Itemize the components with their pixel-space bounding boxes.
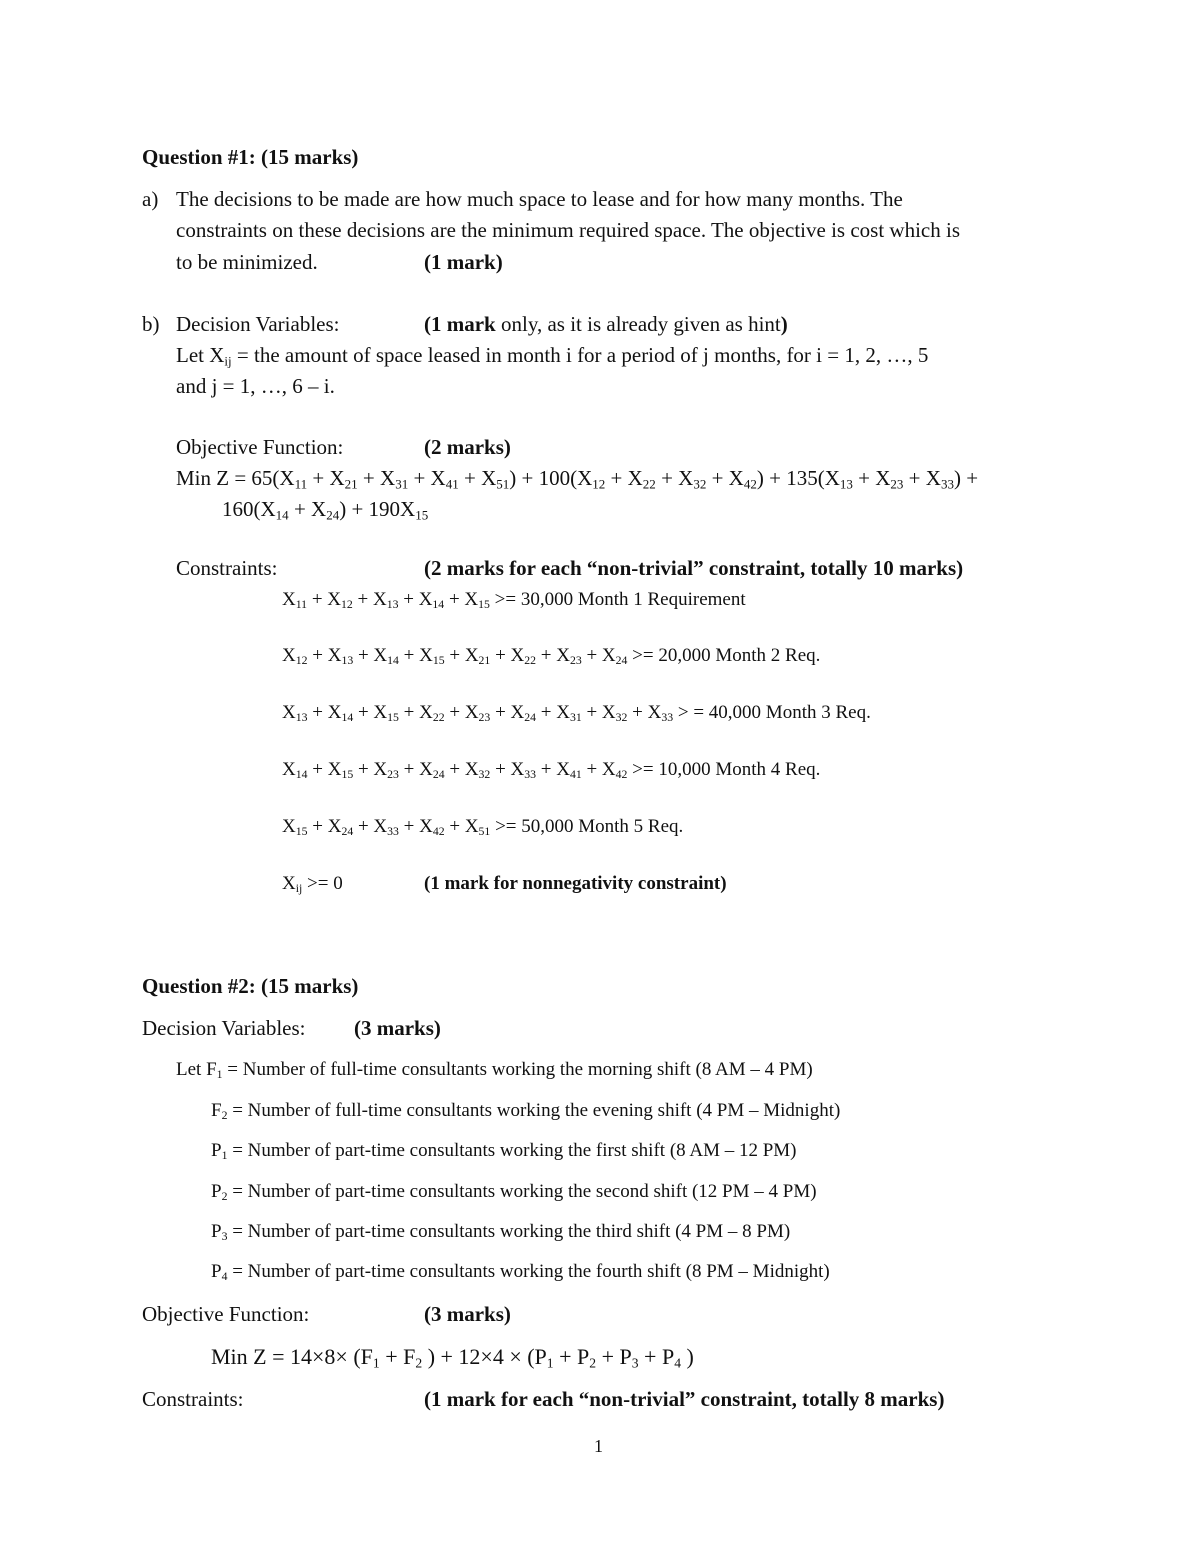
formula-subscript: 11 (295, 597, 308, 611)
formula-text: ) + (953, 466, 979, 490)
formula-text: + X (444, 702, 479, 723)
formula-subscript: 32 (478, 767, 491, 781)
formula-text: + X (353, 645, 388, 666)
formula-subscript: 14 (432, 597, 445, 611)
formula-text: + X (536, 645, 570, 666)
q2-dv-label: Decision Variables: (142, 1016, 306, 1040)
formula-text: ) + 100(X (509, 466, 593, 490)
formula-subscript: 21 (344, 476, 358, 492)
formula-subscript: 15 (295, 824, 308, 838)
formula-text: + X (444, 759, 479, 780)
formula-text: + X (353, 759, 388, 780)
q1b-obj-label: Objective Function: (176, 435, 344, 459)
formula-subscript: 15 (341, 767, 354, 781)
formula-text: + X (627, 702, 662, 723)
q1b-let-line: Let $X_{ij}$ = the amount of space leased in month i for a period of j months, for i = 1, 2, …, 5 (176, 343, 929, 369)
formula-subscript: 31 (569, 710, 582, 724)
formula-text: + X (357, 466, 396, 490)
formula-text: >= 10,000 Month 4 Req. (627, 759, 821, 780)
formula-text: + P (638, 1344, 675, 1369)
formula-subscript: 21 (478, 653, 491, 667)
page-number: 1 (594, 1436, 603, 1456)
formula-subscript: 11 (294, 476, 308, 492)
formula-subscript: 33 (387, 824, 399, 838)
formula-text: + X (490, 759, 525, 780)
formula-subscript: 13 (839, 476, 853, 492)
formula-text: X (282, 759, 296, 780)
formula-text: + X (408, 466, 446, 490)
formula-subscript: 24 (615, 653, 628, 667)
formula-subscript: 33 (661, 710, 674, 724)
q2-variable-definition: Let $F_1$ = Number of full-time consultants working the morning shift (8 AM – 4 PM) (176, 1059, 813, 1081)
formula-subscript: 22 (432, 710, 445, 724)
formula-text: + X (307, 589, 342, 610)
formula-subscript: 32 (615, 710, 628, 724)
formula-text: + X (444, 589, 479, 610)
formula-text: + X (490, 645, 525, 666)
formula-text: + X (398, 759, 433, 780)
formula-text: > = 40,000 Month 3 Req. (673, 702, 871, 723)
formula-text: >= 30,000 Month 1 Requirement (489, 589, 746, 610)
q2-variable-definition: $P_3$ = Number of part-time consultants working the third shift (4 PM – 8 PM) (211, 1221, 791, 1243)
formula-text: + X (581, 759, 616, 780)
q1b-constraint-month-3 (282, 703, 871, 722)
q2-dv-mark: (3 marks) (354, 1016, 441, 1040)
formula-subscript: 12 (592, 476, 606, 492)
formula-subscript: 1 (372, 1355, 380, 1371)
q2-variable-definition: $P_4$ = Number of part-time consultants working the fourth shift (8 PM – Midnight) (211, 1261, 830, 1283)
formula-text: + X (307, 816, 342, 837)
q1a-mark: (1 mark) (424, 250, 503, 274)
formula-text: + X (353, 702, 388, 723)
q1b-nonnegativity: $X_{ij} >= 0$ (282, 873, 343, 895)
formula-subscript: 12 (341, 597, 353, 611)
q2-variable-definition: $P_1$ = Number of part-time consultants working the first shift (8 AM – 12 PM) (211, 1140, 797, 1162)
formula-text: + X (706, 466, 744, 490)
formula-subscript: 2 (415, 1355, 423, 1371)
formula-subscript: 42 (432, 824, 445, 838)
formula-text: + X (852, 466, 891, 490)
formula-subscript: 22 (524, 653, 537, 667)
formula-text: + X (398, 645, 433, 666)
q1b-constraint-month-2 (282, 646, 820, 665)
formula-text: X (282, 816, 296, 837)
formula-subscript: 33 (524, 767, 537, 781)
formula-text: X (282, 589, 296, 610)
formula-subscript: 33 (940, 476, 954, 492)
formula-text: X (282, 645, 296, 666)
q1b-objective-line-2 (222, 497, 429, 523)
q2-variable-definition: $P_2$ = Number of part-time consultants working the second shift (12 PM – 4 PM) (211, 1181, 817, 1203)
formula-subscript: 1 (546, 1355, 554, 1371)
formula-text: + P (596, 1344, 632, 1369)
q2-objective-formula (211, 1344, 694, 1371)
formula-text: + X (307, 645, 342, 666)
q2-variable-definition: $F_2$ = Number of full-time consultants working the evening shift (4 PM – Midnight) (211, 1100, 841, 1122)
formula-text: + X (398, 702, 433, 723)
formula-subscript: 13 (295, 710, 308, 724)
formula-text: + X (307, 759, 342, 780)
formula-subscript: 24 (326, 507, 340, 523)
q1b-constraint-month-1 (282, 590, 746, 609)
formula-text: + X (536, 759, 570, 780)
q2-title: Question #2: (15 marks) (142, 974, 359, 998)
q1a-line-2: constraints on these decisions are the minimum required space. The objective is cost which is (176, 218, 960, 242)
formula-text: + F (379, 1344, 416, 1369)
formula-text: + X (444, 645, 479, 666)
formula-text: + X (536, 702, 570, 723)
formula-subscript: 24 (524, 710, 537, 724)
formula-subscript: 51 (496, 476, 510, 492)
q1b-nonnegativity-mark: (1 mark for nonnegativity constraint) (424, 873, 727, 894)
formula-subscript: 41 (569, 767, 582, 781)
formula-subscript: 42 (743, 476, 757, 492)
q2-obj-label: Objective Function: (142, 1302, 310, 1326)
q2-constraints-label: Constraints: (142, 1387, 244, 1411)
formula-subscript: 15 (432, 653, 445, 667)
formula-text: + P (553, 1344, 590, 1369)
formula-subscript: 14 (295, 767, 308, 781)
formula-text: X (282, 702, 296, 723)
formula-subscript: 13 (341, 653, 354, 667)
formula-text: + X (581, 702, 616, 723)
formula-text: + X (490, 702, 525, 723)
formula-subscript: 12 (295, 653, 308, 667)
formula-subscript: 22 (642, 476, 656, 492)
q1b-let-line-2: and j = 1, …, 6 – i. (176, 374, 335, 398)
formula-text: + X (307, 702, 342, 723)
formula-text: + X (398, 589, 433, 610)
formula-subscript: 31 (395, 476, 409, 492)
formula-text: Min Z = 65(X (176, 466, 295, 490)
formula-text: ) + 12×4 × (P (422, 1344, 547, 1369)
q2-constraints-mark: (1 mark for each “non-trivial” constraint, totally 8 marks) (424, 1387, 945, 1411)
q1b-objective-line-1 (176, 466, 979, 492)
q1a-label: a) (142, 187, 159, 211)
formula-subscript: 3 (631, 1355, 639, 1371)
q1b-label: b) (142, 312, 160, 336)
q1b-constraint-month-5 (282, 817, 683, 836)
formula-subscript: 23 (478, 710, 491, 724)
q1b-dv-mark: (1 mark only, as it is already given as hint) (424, 312, 788, 336)
q1b-constraints-label: Constraints: (176, 556, 278, 580)
formula-text: + X (903, 466, 941, 490)
q1-title: Question #1: (15 marks) (142, 145, 359, 169)
formula-text: Min Z = 14×8× (F (211, 1344, 373, 1369)
formula-text: + X (581, 645, 616, 666)
formula-subscript: 41 (445, 476, 459, 492)
formula-text: + X (288, 497, 327, 521)
formula-text: + X (444, 816, 479, 837)
formula-subscript: 13 (386, 597, 399, 611)
formula-subscript: 23 (387, 767, 399, 781)
formula-text: >= 20,000 Month 2 Req. (627, 645, 821, 666)
formula-text: + X (398, 816, 433, 837)
formula-subscript: 15 (387, 710, 399, 724)
formula-text: + X (655, 466, 694, 490)
formula-text: + X (605, 466, 643, 490)
formula-subscript: 15 (478, 597, 490, 611)
formula-subscript: 32 (693, 476, 707, 492)
formula-subscript: 2 (589, 1355, 597, 1371)
q1b-dv-label: Decision Variables: (176, 312, 340, 336)
q1b-constraints-mark: (2 marks for each “non-trivial” constraint, totally 10 marks) (424, 556, 964, 580)
formula-text: + X (352, 589, 387, 610)
q2-obj-mark: (3 marks) (424, 1302, 511, 1326)
formula-text: + X (353, 816, 388, 837)
q1a-line-3: to be minimized. (176, 250, 318, 274)
formula-subscript: 23 (569, 653, 582, 667)
formula-text: ) + 135(X (756, 466, 840, 490)
formula-subscript: 4 (674, 1355, 682, 1371)
q1b-constraint-month-4 (282, 760, 820, 779)
formula-subscript: 51 (478, 824, 491, 838)
formula-subscript: 42 (615, 767, 628, 781)
formula-text: + X (307, 466, 345, 490)
q1a-line-1: The decisions to be made are how much space to lease and for how many months. The (176, 187, 903, 211)
formula-text: >= 50,000 Month 5 Req. (490, 816, 684, 837)
formula-subscript: 15 (415, 507, 429, 523)
formula-subscript: 14 (275, 507, 289, 523)
formula-subscript: 23 (890, 476, 904, 492)
formula-text: ) + 190X (339, 497, 416, 521)
q1b-obj-mark: (2 marks) (424, 435, 511, 459)
formula-subscript: 24 (341, 824, 354, 838)
formula-subscript: 24 (432, 767, 445, 781)
formula-subscript: 14 (387, 653, 399, 667)
formula-text: ) (681, 1344, 694, 1369)
formula-subscript: 14 (341, 710, 354, 724)
formula-text: + X (458, 466, 497, 490)
formula-text: 160(X (222, 497, 276, 521)
